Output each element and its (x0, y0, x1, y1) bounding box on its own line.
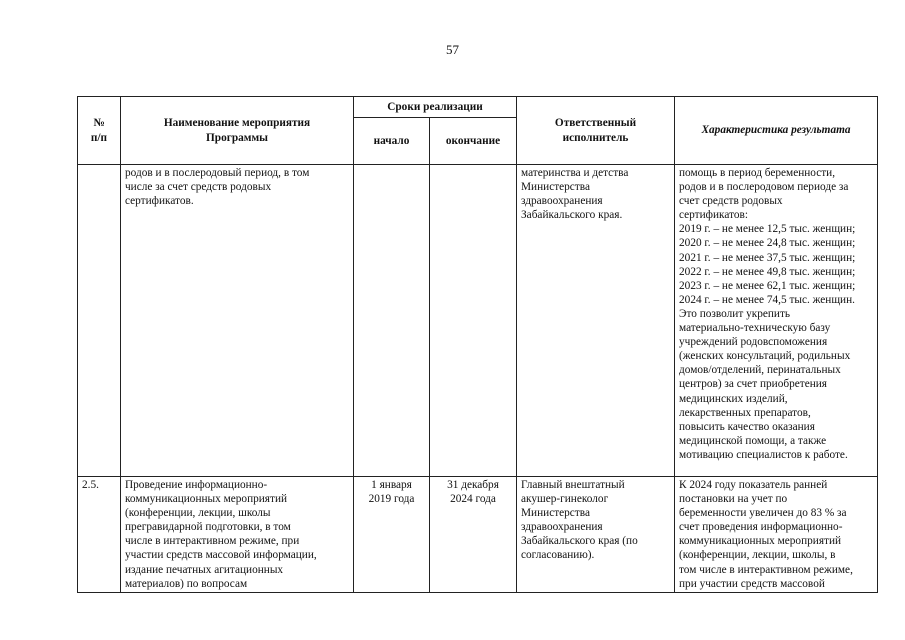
header-event-name: Наименование мероприятия Программы (121, 97, 354, 165)
header-number: № п/п (78, 97, 121, 165)
cell-responsible: материнства и детства Министерства здравоохранения Забайкальского края. (517, 165, 675, 477)
table-header (78, 97, 878, 165)
cell-end: 31 декабря 2024 года (430, 477, 517, 593)
table-row (78, 165, 878, 477)
cell-event-name: Проведение информационно- коммуникационных мероприятий (конференции, лекции, школы прегравидарной подготовки, в том числе в интерактивном режиме, при участии средств массовой информации, издание печатных агитационных материалов) по вопросам (121, 477, 354, 593)
header-responsible: Ответственный исполнитель (517, 97, 675, 165)
cell-start: 1 января 2019 года (354, 477, 430, 593)
cell-result: К 2024 году показатель ранней постановки на учет по беременности увеличен до 83 % за счет проведения информационно- коммуникационных мероприятий (конференции, лекции, школы, в том числе в интерактивном режиме, при участии средств массовой (675, 477, 878, 593)
cell-result: помощь в период беременности, родов и в послеродовом периоде за счет средств родовых сертификатов: 2019 г. – не менее 12,5 тыс. женщин; 2020 г. – не менее 24,8 тыс. женщин; 2021 г. – не менее 37,5 тыс. женщин; 2022 г. – не менее 49,8 тыс. женщин; 2023 г. – не менее 62,1 тыс. женщин; 2024 г. – не менее 74,5 тыс. женщин. Это позволит укрепить материально-техническую базу учреждений родовспоможения (женских консультаций, родильных домов/отделений, перинатальных центров) за счет приобретения медицинских изделий, лекарственных препаратов, повысить качество оказания медицинской помощи, а также мотивацию специалистов к работе. (675, 165, 878, 477)
header-start: начало (354, 118, 430, 165)
program-table (77, 96, 878, 593)
cell-start (354, 165, 430, 477)
cell-event-name: родов и в послеродовый период, в том числе за счет средств родовых сертификатов. (121, 165, 354, 477)
page-number: 57 (446, 42, 459, 57)
header-end: окончание (430, 118, 517, 165)
cell-responsible: Главный внештатный акушер-гинеколог Министерства здравоохранения Забайкальского края (по согласованию). (517, 477, 675, 593)
cell-end (430, 165, 517, 477)
header-period: Сроки реализации (354, 97, 517, 118)
table-row (78, 477, 878, 593)
cell-number: 2.5. (78, 477, 121, 593)
cell-number (78, 165, 121, 477)
header-result: Характеристика результата (675, 97, 878, 165)
